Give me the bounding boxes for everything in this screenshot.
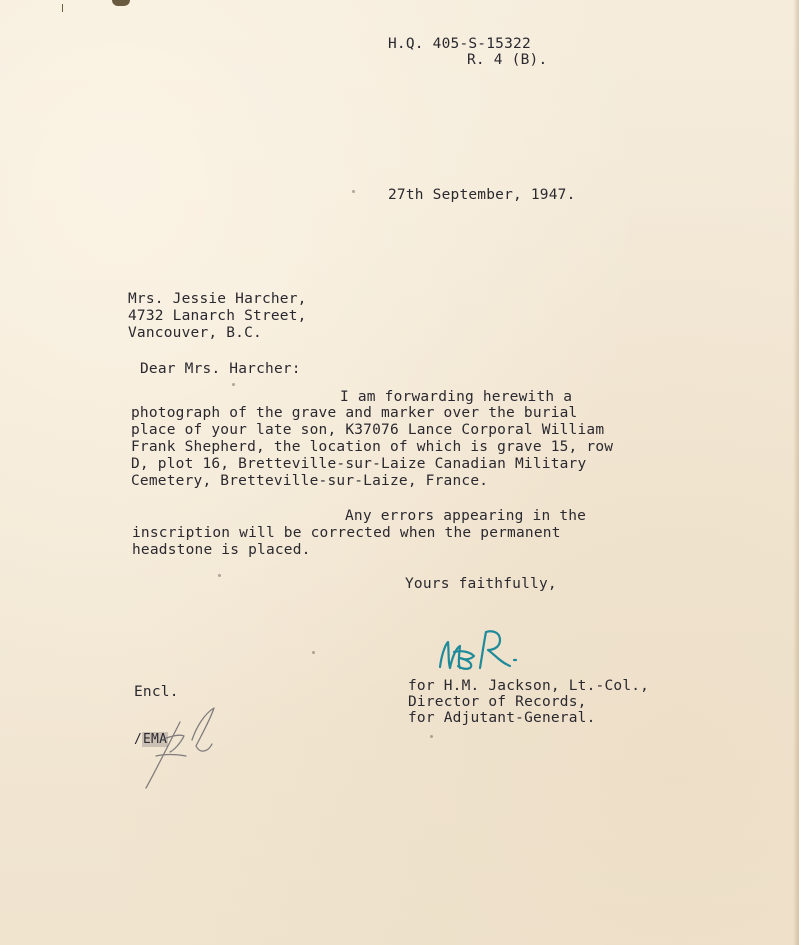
recipient-city: Vancouver, B.C. xyxy=(128,325,262,341)
body-paragraph-1-line: I am forwarding herewith a xyxy=(340,389,573,405)
pencil-scrawl xyxy=(136,700,226,792)
body-paragraph-2-line: Any errors appearing in the xyxy=(345,508,587,524)
body-paragraph-2-line: inscription will be corrected when the permanent xyxy=(132,525,561,541)
signatory-name: for H.M. Jackson, Lt.-Col., xyxy=(408,678,650,694)
tick-mark xyxy=(62,4,63,12)
paper-speck xyxy=(430,735,433,738)
signatory-title: Director of Records, xyxy=(408,694,587,710)
staple-mark xyxy=(112,0,130,6)
reference-section: R. 4 (B). xyxy=(467,52,548,68)
handwritten-signature xyxy=(430,622,550,682)
enclosure-note: Encl. xyxy=(134,684,179,700)
signatory-office: for Adjutant-General. xyxy=(408,710,596,726)
initials-text: EMA xyxy=(143,732,168,747)
paper-speck xyxy=(312,651,315,654)
body-paragraph-1-line: Frank Shepherd, the location of which is grave 15, row xyxy=(131,439,614,455)
body-paragraph-1-line: place of your late son, K37076 Lance Corporal William xyxy=(131,422,605,438)
page-edge-shadow xyxy=(793,0,799,945)
recipient-name: Mrs. Jessie Harcher, xyxy=(128,291,307,307)
body-paragraph-1-line: photograph of the grave and marker over the burial xyxy=(131,405,578,421)
closing: Yours faithfully, xyxy=(405,576,557,592)
letter-date: 27th September, 1947. xyxy=(388,187,576,203)
salutation: Dear Mrs. Harcher: xyxy=(140,361,301,377)
initials-prefix: / xyxy=(134,732,143,747)
body-paragraph-1-line: Cemetery, Bretteville-sur-Laize, France. xyxy=(131,473,489,489)
body-paragraph-2-line: headstone is placed. xyxy=(132,542,311,558)
body-paragraph-1-line: D, plot 16, Bretteville-sur-Laize Canadian Military xyxy=(131,456,587,472)
paper-speck xyxy=(218,574,221,577)
paper-speck xyxy=(352,190,355,193)
reference-number: H.Q. 405-S-15322 xyxy=(388,36,531,52)
recipient-street: 4732 Lanarch Street, xyxy=(128,308,307,324)
paper-speck xyxy=(232,383,235,386)
